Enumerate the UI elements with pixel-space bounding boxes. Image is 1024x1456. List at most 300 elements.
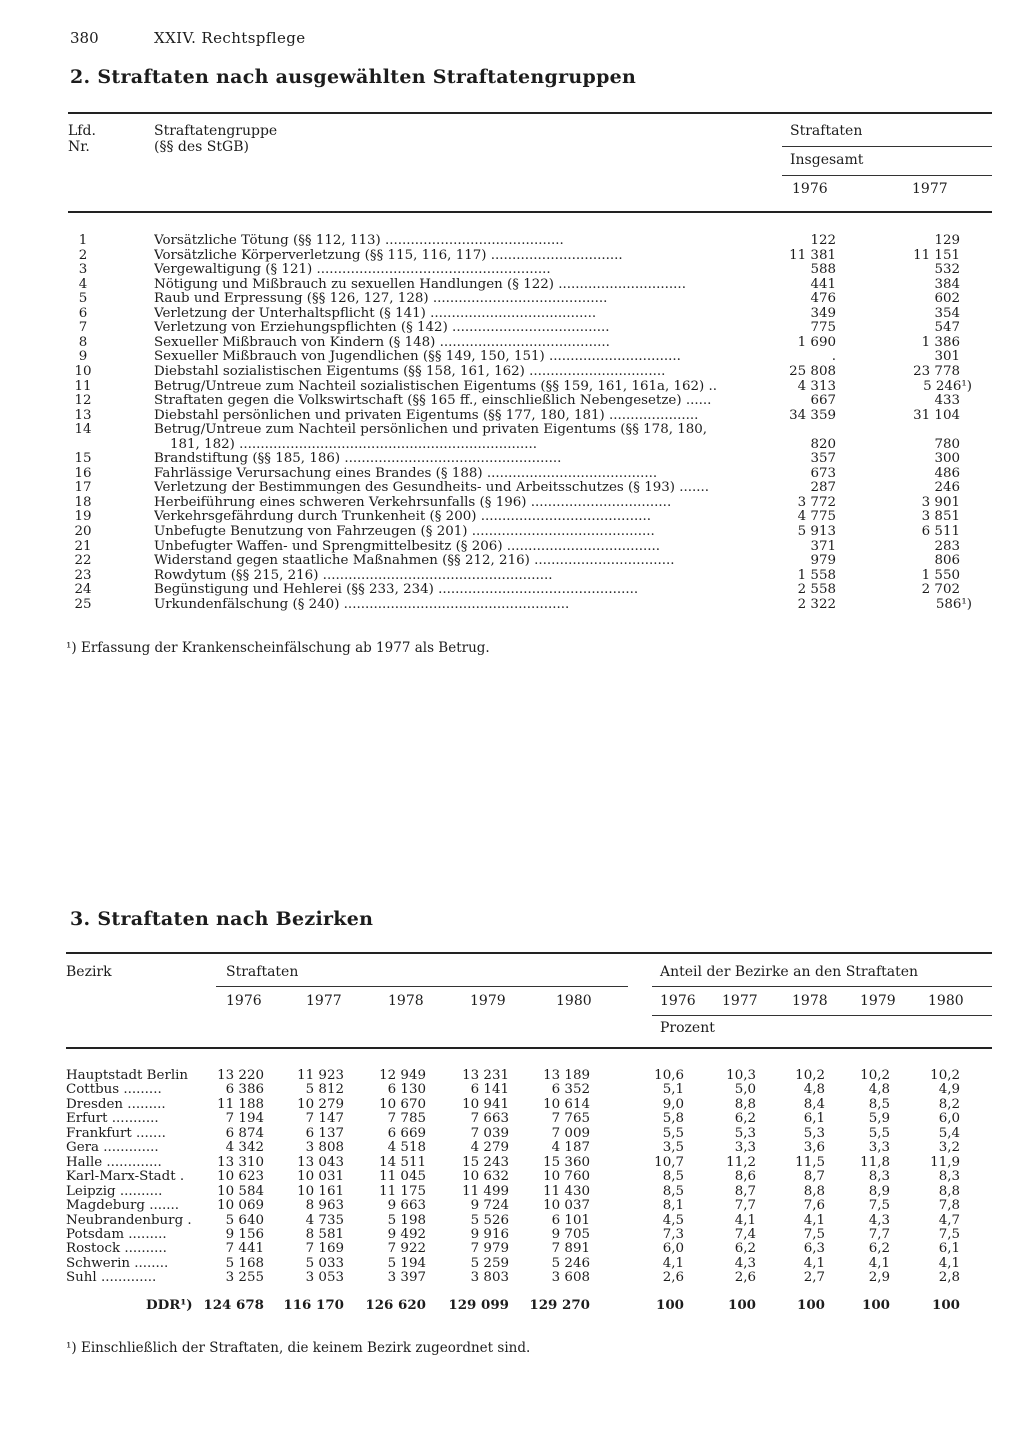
t3-row-pct: 8,6: [734, 1169, 756, 1185]
t3-row-abs: 10 670: [379, 1096, 426, 1112]
t3-row-pct: 11,5: [795, 1154, 825, 1170]
t3-header-rule-prozent: [652, 1015, 992, 1016]
t2-row-value-1976: 11 381: [789, 247, 836, 263]
t3-row-abs: 13 231: [462, 1068, 509, 1083]
t2-row-nr: 17: [74, 480, 92, 496]
t2-row-value-1977: 433: [934, 393, 960, 409]
t2-col-year-1977: 1977: [912, 181, 948, 197]
table2-footnote: ¹) Erfassung der Krankenscheinfälschung ab 1977 als Betrug.: [66, 640, 490, 656]
t3-row-abs: 7 441: [225, 1241, 264, 1257]
t2-row-label: Verletzung der Bestimmungen des Gesundheits- und Arbeitsschutzes (§ 193) .......: [154, 481, 710, 496]
t2-row-nr: 13: [74, 407, 92, 423]
t3-row-name: Suhl .............: [66, 1271, 157, 1286]
t3-row-abs: 15 243: [462, 1154, 509, 1170]
t3-row-abs: 3 608: [551, 1270, 590, 1286]
t2-row-value-1976: 1 690: [797, 334, 836, 350]
t3-row-abs: 7 663: [470, 1111, 509, 1127]
t3-row-name: Hauptstadt Berlin: [66, 1069, 189, 1083]
t3-col-year-abs-1978: 1978: [388, 993, 424, 1009]
t2-row-value-1976: 287: [810, 480, 836, 496]
t2-row-value-1977: 6 511: [921, 524, 960, 539]
t2-row-value-1977: 23 778: [913, 363, 960, 379]
t3-row-abs: 7 147: [305, 1111, 344, 1127]
t3-col-year-pct-1976: 1976: [660, 993, 696, 1009]
t2-col-nr-2: Nr.: [68, 139, 90, 155]
t2-row-value-1977: 11 151: [913, 247, 960, 263]
t3-row-pct: 6,2: [868, 1241, 890, 1257]
t3-row-name: Halle .............: [66, 1155, 162, 1170]
t3-row-name: Schwerin ........: [66, 1256, 169, 1271]
t3-row-pct: 3,6: [803, 1140, 825, 1156]
t3-row-abs: 7 009: [551, 1125, 590, 1141]
t3-row-abs: 5 812: [305, 1082, 344, 1098]
t3-row-pct: 3,5: [662, 1140, 684, 1156]
t2-row-value-1977: 532: [934, 262, 960, 278]
t3-row-pct: 11,2: [726, 1154, 756, 1170]
t2-row-nr: 6: [78, 305, 88, 321]
t3-row-abs: 5 640: [225, 1212, 264, 1228]
t3-row-pct: 9,0: [662, 1096, 684, 1112]
t3-row-pct: 5,3: [803, 1125, 825, 1141]
t2-row-value-1976: 979: [810, 553, 836, 569]
t3-row-pct: 4,8: [868, 1082, 890, 1098]
t2-col-group-1: Straftatengruppe: [154, 123, 278, 139]
t2-row-label: Sexueller Mißbrauch von Jugendlichen (§§ 149, 150, 151) ...............................: [154, 350, 681, 365]
t2-row-value-1977: 486: [934, 465, 960, 481]
t3-row-pct: 8,5: [868, 1096, 890, 1112]
t2-row-value-1977: 129: [934, 233, 960, 248]
t3-row-pct: 6,0: [662, 1241, 684, 1257]
t3-row-pct: 5,5: [662, 1125, 684, 1141]
t3-row-pct: 3,2: [938, 1140, 960, 1156]
t3-row-abs: 11 188: [217, 1096, 264, 1112]
t2-row-nr: 3: [78, 262, 88, 278]
t2-row-value-1976: 2 558: [797, 582, 836, 598]
t2-col-straftaten: Straftaten: [790, 123, 863, 139]
t3-row-pct: 2,7: [803, 1270, 825, 1286]
t3-row-abs: 3 808: [305, 1140, 344, 1156]
t3-row-abs: 10 623: [217, 1169, 264, 1185]
t3-row-abs: 11 045: [379, 1169, 426, 1185]
t2-row-label: Fahrlässige Verursachung eines Brandes (§ 188) ........................................: [154, 466, 658, 481]
t3-row-abs: 7 979: [470, 1241, 509, 1257]
t3-row-abs: 6 352: [551, 1082, 590, 1098]
t3-row-abs: 9 663: [387, 1198, 426, 1214]
t3-total-abs: 129 099: [448, 1297, 509, 1313]
t2-row-label: Rowdytum (§§ 215, 216) ......................................................: [154, 568, 553, 583]
t3-row-pct: 5,3: [734, 1125, 756, 1141]
t2-row-value-1976: 2 322: [797, 596, 836, 612]
t3-row-abs: 5 198: [387, 1212, 426, 1228]
table3-title: 3. Straftaten nach Bezirken: [70, 908, 374, 930]
t3-row-pct: 10,3: [726, 1068, 756, 1083]
t2-row-nr: 21: [74, 538, 92, 554]
t3-row-pct: 8,8: [734, 1096, 756, 1112]
t2-row-value-1977: 3 851: [921, 509, 960, 525]
t3-row-pct: 4,1: [868, 1255, 890, 1271]
t3-row-name: Dresden .........: [66, 1097, 166, 1112]
t3-row-pct: 6,1: [938, 1241, 960, 1257]
t3-row-name: Magdeburg .......: [66, 1199, 179, 1214]
t2-row-value-1977: 602: [934, 291, 960, 307]
t3-row-pct: 6,2: [734, 1241, 756, 1257]
t3-row-pct: 2,6: [734, 1270, 756, 1286]
t3-row-pct: 5,4: [938, 1125, 960, 1141]
t2-row-label: Diebstahl persönlichen und privaten Eigentums (§§ 177, 180, 181) .....................: [154, 408, 699, 423]
t2-row-nr: 19: [74, 509, 92, 525]
t2-row-nr: 18: [74, 494, 92, 510]
t2-row-nr: 23: [74, 567, 92, 583]
t2-row-nr: 5: [78, 291, 88, 307]
t2-row-value-1976: 667: [810, 393, 836, 409]
t2-row-label: Widerstand gegen staatliche Maßnahmen (§§ 212, 216) .................................: [154, 554, 675, 569]
t3-row-abs: 7 169: [305, 1241, 344, 1257]
t3-row-abs: 11 499: [462, 1183, 509, 1199]
t2-row-nr: 4: [78, 276, 88, 292]
table2-title: 2. Straftaten nach ausgewählten Straftatengruppen: [70, 66, 637, 88]
t3-row-abs: 10 941: [462, 1096, 509, 1112]
chapter-title: XXIV. Rechtspflege: [154, 29, 306, 47]
t2-row-value-1976: 371: [810, 538, 836, 554]
t2-row-nr: 7: [78, 320, 88, 336]
t2-row-label: Nötigung und Mißbrauch zu sexuellen Handlungen (§ 122) ..............................: [154, 277, 686, 292]
t3-row-abs: 7 922: [387, 1241, 426, 1257]
t3-row-pct: 7,4: [734, 1226, 756, 1242]
t3-total-pct: 100: [728, 1297, 756, 1313]
t3-header-rule-right: [652, 986, 992, 987]
t3-row-abs: 3 255: [225, 1270, 264, 1286]
t3-total-abs: 124 678: [203, 1297, 264, 1313]
t3-row-abs: 5 033: [305, 1255, 344, 1271]
t3-row-abs: 9 492: [387, 1226, 426, 1242]
t3-row-abs: 10 584: [217, 1183, 264, 1199]
t2-row-nr: 15: [74, 451, 92, 467]
t2-row-value-1976: 673: [810, 465, 836, 481]
t3-header-rule-left: [216, 986, 628, 987]
t2-row-value-1977: 586¹): [935, 596, 972, 612]
t2-row-label: Diebstahl sozialistischen Eigentums (§§ 158, 161, 162) ................................: [154, 364, 666, 379]
t2-row-value-1977: 246: [934, 480, 960, 496]
t3-row-pct: 6,0: [938, 1111, 960, 1127]
t2-row-value-1976: 25 808: [789, 363, 836, 379]
t2-row-value-1976: 1 558: [797, 567, 836, 583]
t3-row-pct: 8,8: [803, 1183, 825, 1199]
t2-row-value-1977: 806: [934, 553, 960, 569]
t2-row-nr: 10: [74, 363, 92, 379]
t3-row-pct: 8,7: [734, 1183, 756, 1199]
t3-row-pct: 6,3: [803, 1241, 825, 1257]
t3-row-abs: 5 526: [470, 1212, 509, 1228]
t2-row-value-1977: 547: [934, 320, 960, 336]
t2-row-nr: 1: [78, 233, 88, 248]
t3-row-abs: 10 069: [217, 1198, 264, 1214]
t3-row-name: Rostock ..........: [66, 1242, 167, 1257]
t3-row-abs: 5 246: [551, 1255, 590, 1271]
t2-col-insgesamt: Insgesamt: [790, 152, 864, 168]
t3-row-abs: 10 031: [297, 1169, 344, 1185]
t2-row-label: Begünstigung und Hehlerei (§§ 233, 234) ...............................................: [154, 583, 639, 598]
t2-row-value-1976: 357: [810, 451, 836, 467]
t2-row-value-1976: 4 775: [797, 509, 836, 525]
t2-row-label: Brandstiftung (§§ 185, 186) ...................................................: [154, 452, 562, 467]
table3-top-rule: [66, 952, 992, 954]
t2-row-label: Vorsätzliche Körperverletzung (§§ 115, 116, 117) ...............................: [154, 248, 623, 263]
t3-col-year-abs-1980: 1980: [556, 993, 592, 1009]
t3-row-pct: 10,7: [654, 1154, 684, 1170]
t2-row-value-1976: 820: [810, 436, 836, 452]
t2-row-value-1977: 3 901: [921, 494, 960, 510]
t3-row-abs: 3 803: [470, 1270, 509, 1286]
t3-row-abs: 6 669: [387, 1125, 426, 1141]
page-number: 380: [70, 29, 99, 47]
t2-row-nr: 14: [74, 422, 92, 438]
t2-row-value-1977: 5 246¹): [923, 378, 972, 394]
t3-row-pct: 11,8: [860, 1154, 890, 1170]
t2-header-rule-2: [782, 175, 992, 176]
t3-row-pct: 4,3: [734, 1255, 756, 1271]
t2-row-label: Betrug/Untreue zum Nachteil persönlichen und privaten Eigentums (§§ 178, 180,: [154, 423, 708, 438]
t3-row-pct: 7,5: [938, 1226, 960, 1242]
t2-row-label: Straftaten gegen die Volkswirtschaft (§§ 165 ff., einschließlich Nebengesetze) ......: [154, 394, 712, 409]
t3-row-name: Frankfurt .......: [66, 1126, 166, 1141]
t3-col-prozent: Prozent: [660, 1020, 715, 1036]
t3-row-name: Leipzig ..........: [66, 1184, 163, 1199]
t3-row-abs: 8 581: [305, 1226, 344, 1242]
t2-col-year-1976: 1976: [792, 181, 828, 197]
t2-row-label: Betrug/Untreue zum Nachteil sozialistischen Eigentums (§§ 159, 161, 161a, 162) ..: [154, 379, 718, 394]
t2-row-label: Verletzung von Erziehungspflichten (§ 142) .....................................: [154, 321, 610, 336]
t3-row-pct: 5,8: [662, 1111, 684, 1127]
t3-row-abs: 5 194: [387, 1255, 426, 1271]
t3-row-pct: 8,5: [662, 1183, 684, 1199]
t3-row-abs: 5 259: [470, 1255, 509, 1271]
t3-row-pct: 2,8: [938, 1270, 960, 1286]
t3-row-abs: 15 360: [543, 1154, 590, 1170]
t3-row-pct: 8,3: [938, 1169, 960, 1185]
t2-row-value-1976: 775: [810, 320, 836, 336]
t3-row-pct: 6,1: [803, 1111, 825, 1127]
t3-row-pct: 10,2: [860, 1068, 890, 1083]
t2-row-nr: 12: [74, 393, 92, 409]
t3-row-pct: 7,7: [868, 1226, 890, 1242]
t3-total-abs: 129 270: [529, 1297, 590, 1313]
t3-row-abs: 4 187: [551, 1140, 590, 1156]
t3-row-abs: 6 101: [551, 1212, 590, 1228]
t3-total-label: DDR¹): [146, 1297, 193, 1313]
t3-row-pct: 10,2: [930, 1068, 960, 1083]
t3-row-abs: 4 518: [387, 1140, 426, 1156]
t3-row-pct: 11,9: [930, 1154, 960, 1170]
t3-row-pct: 7,7: [734, 1198, 756, 1214]
t3-row-abs: 11 430: [543, 1183, 590, 1199]
t2-row-label: Sexueller Mißbrauch von Kindern (§ 148) ........................................: [154, 335, 610, 350]
t3-row-abs: 11 175: [379, 1183, 426, 1199]
t3-row-name: Potsdam .........: [66, 1227, 167, 1242]
t2-row-value-1976: 34 359: [789, 407, 836, 423]
t3-col-bezirk: Bezirk: [66, 964, 112, 980]
t3-row-pct: 7,8: [938, 1198, 960, 1214]
t3-row-pct: 10,6: [654, 1068, 684, 1083]
table3-footnote: ¹) Einschließlich der Straftaten, die keinem Bezirk zugeordnet sind.: [66, 1340, 531, 1356]
t3-col-year-pct-1980: 1980: [928, 993, 964, 1009]
t3-row-abs: 7 765: [551, 1111, 590, 1127]
t3-row-pct: 2,9: [868, 1270, 890, 1286]
t3-col-anteil: Anteil der Bezirke an den Straftaten: [660, 964, 919, 980]
t3-row-pct: 7,5: [868, 1198, 890, 1214]
t3-row-abs: 7 194: [225, 1111, 264, 1127]
t2-row-value-1976: 122: [810, 233, 836, 248]
t2-row-nr: 9: [78, 349, 88, 365]
t3-row-pct: 4,1: [938, 1255, 960, 1271]
t3-row-pct: 7,6: [803, 1198, 825, 1214]
t3-row-abs: 10 161: [297, 1183, 344, 1199]
t3-row-abs: 9 156: [225, 1226, 264, 1242]
t2-row-label: Herbeiführung eines schweren Verkehrsunfalls (§ 196) .................................: [154, 495, 672, 510]
t2-row-label-cont: 181, 182) ......................................................................: [170, 437, 538, 452]
t2-row-value-1976: 4 313: [797, 378, 836, 394]
t2-row-value-1977: 31 104: [913, 407, 960, 423]
t2-row-value-1976: .: [831, 349, 836, 365]
t3-row-pct: 2,6: [662, 1270, 684, 1286]
t3-total-pct: 100: [932, 1297, 960, 1313]
t3-row-abs: 6 130: [387, 1082, 426, 1098]
t3-total-pct: 100: [656, 1297, 684, 1313]
t3-row-abs: 6 137: [305, 1125, 344, 1141]
t2-row-value-1977: 2 702: [921, 582, 960, 598]
t3-col-year-pct-1978: 1978: [792, 993, 828, 1009]
t3-row-abs: 6 141: [470, 1082, 509, 1098]
t2-row-value-1976: 349: [810, 305, 836, 321]
t2-row-nr: 25: [74, 596, 92, 612]
t2-row-value-1976: 588: [810, 262, 836, 278]
t3-row-abs: 9 724: [470, 1198, 509, 1214]
t3-row-abs: 8 963: [305, 1198, 344, 1214]
t2-row-label: Raub und Erpressung (§§ 126, 127, 128) .........................................: [154, 292, 608, 307]
t3-row-abs: 12 949: [379, 1068, 426, 1083]
t3-row-pct: 8,1: [662, 1198, 684, 1214]
t3-row-abs: 10 279: [297, 1096, 344, 1112]
t2-col-nr-1: Lfd.: [68, 123, 96, 139]
t2-row-value-1977: 384: [934, 276, 960, 292]
t3-row-abs: 13 220: [217, 1068, 264, 1083]
t2-row-value-1976: 3 772: [797, 494, 836, 510]
t3-row-pct: 4,8: [803, 1082, 825, 1098]
t3-row-abs: 4 342: [225, 1140, 264, 1156]
t3-row-abs: 4 279: [470, 1140, 509, 1156]
t3-row-abs: 3 053: [305, 1270, 344, 1286]
t3-row-pct: 8,7: [803, 1169, 825, 1185]
t3-row-abs: 13 043: [297, 1154, 344, 1170]
t2-row-value-1977: 300: [934, 451, 960, 467]
t3-row-abs: 9 916: [470, 1226, 509, 1242]
t3-col-straftaten: Straftaten: [226, 964, 299, 980]
t3-row-name: Cottbus .........: [66, 1083, 162, 1098]
t3-row-name: Neubrandenburg .: [66, 1213, 192, 1228]
t3-total-abs: 126 620: [365, 1297, 426, 1313]
t2-header-rule-1: [782, 146, 992, 147]
t3-row-pct: 4,1: [662, 1255, 684, 1271]
t3-row-abs: 7 039: [470, 1125, 509, 1141]
t2-row-value-1977: 354: [934, 305, 960, 321]
t3-row-pct: 7,3: [662, 1226, 684, 1242]
t2-row-nr: 11: [74, 378, 92, 394]
t3-col-year-pct-1977: 1977: [722, 993, 758, 1009]
t3-total-pct: 100: [797, 1297, 825, 1313]
t2-col-group-2: (§§ des StGB): [154, 139, 249, 155]
t3-row-abs: 10 037: [543, 1198, 590, 1214]
t3-row-abs: 7 785: [387, 1111, 426, 1127]
t3-total-pct: 100: [862, 1297, 890, 1313]
t2-row-nr: 20: [74, 524, 92, 539]
t2-row-label: Verkehrsgefährdung durch Trunkenheit (§ 200) ........................................: [154, 510, 651, 525]
table2-top-rule: [68, 112, 992, 114]
t3-row-pct: 4,1: [803, 1212, 825, 1228]
t2-row-label: Unbefugte Benutzung von Fahrzeugen (§ 201) ...........................................: [154, 525, 655, 539]
t3-row-abs: 10 632: [462, 1169, 509, 1185]
t3-row-pct: 4,3: [868, 1212, 890, 1228]
t3-col-year-abs-1976: 1976: [226, 993, 262, 1009]
t3-row-pct: 3,3: [868, 1140, 890, 1156]
t3-row-pct: 8,8: [938, 1183, 960, 1199]
t3-row-pct: 4,1: [803, 1255, 825, 1271]
t3-row-name: Karl-Marx-Stadt .: [66, 1170, 185, 1185]
t2-row-nr: 8: [78, 334, 88, 350]
t2-row-value-1977: 301: [934, 349, 960, 365]
t2-row-value-1976: 441: [810, 276, 836, 292]
t3-row-pct: 8,3: [868, 1169, 890, 1185]
t3-row-pct: 7,5: [803, 1226, 825, 1242]
t2-row-value-1977: 1 550: [921, 567, 960, 583]
t2-row-label: Unbefugter Waffen- und Sprengmittelbesitz (§ 206) ....................................: [154, 539, 661, 554]
t3-row-pct: 5,5: [868, 1125, 890, 1141]
t3-row-pct: 6,2: [734, 1111, 756, 1127]
t3-row-abs: 5 168: [225, 1255, 264, 1271]
t3-row-abs: 10 614: [543, 1096, 590, 1112]
t3-row-pct: 5,0: [734, 1082, 756, 1098]
t3-row-abs: 10 760: [543, 1169, 590, 1185]
t3-row-abs: 3 397: [387, 1270, 426, 1286]
t3-row-pct: 8,4: [803, 1096, 825, 1112]
t3-row-abs: 11 923: [297, 1068, 344, 1083]
t3-row-pct: 4,7: [938, 1212, 960, 1228]
t2-row-value-1976: 476: [810, 291, 836, 307]
t3-row-pct: 10,2: [795, 1068, 825, 1083]
t3-row-abs: 6 874: [225, 1125, 264, 1141]
t3-row-pct: 8,5: [662, 1169, 684, 1185]
t3-row-abs: 14 511: [379, 1154, 426, 1170]
t3-row-abs: 4 735: [305, 1212, 344, 1228]
t3-row-name: Erfurt ...........: [66, 1112, 159, 1127]
t2-row-label: Vorsätzliche Tötung (§§ 112, 113) ..........................................: [154, 234, 564, 248]
t3-row-pct: 4,5: [662, 1212, 684, 1228]
t3-row-abs: 9 705: [551, 1226, 590, 1242]
t3-row-abs: 6 386: [225, 1082, 264, 1098]
t3-total-abs: 116 170: [283, 1297, 344, 1313]
t3-row-pct: 8,9: [868, 1183, 890, 1199]
t2-row-value-1977: 283: [934, 538, 960, 554]
t3-row-abs: 7 891: [551, 1241, 590, 1257]
t2-row-nr: 24: [74, 582, 92, 598]
t2-row-nr: 2: [78, 247, 88, 263]
t2-row-value-1976: 5 913: [797, 524, 836, 539]
t3-row-abs: 13 310: [217, 1154, 264, 1170]
t2-row-label: Vergewaltigung (§ 121) .......................................................: [154, 263, 551, 278]
t3-row-abs: 13 189: [543, 1068, 590, 1083]
t3-row-pct: 4,9: [938, 1082, 960, 1098]
t3-row-pct: 8,2: [938, 1096, 960, 1112]
t3-col-year-pct-1979: 1979: [860, 993, 896, 1009]
t3-row-pct: 4,1: [734, 1212, 756, 1228]
